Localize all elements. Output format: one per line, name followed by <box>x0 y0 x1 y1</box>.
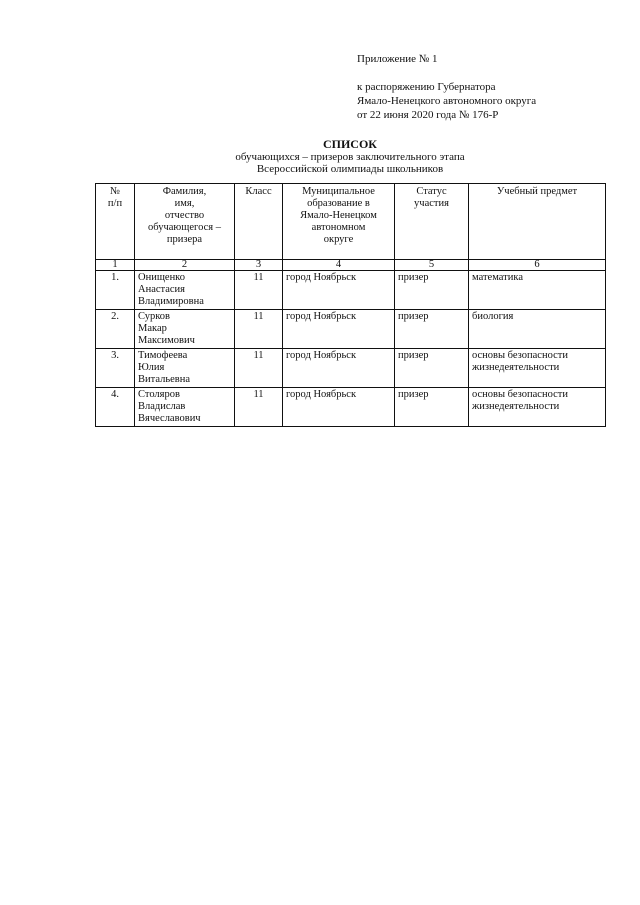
document-subtitle-2: Всероссийской олимпиады школьников <box>256 163 444 175</box>
row-number: 4. <box>96 388 135 427</box>
student-name: Сурков Макар Максимович <box>135 310 235 349</box>
appendix-number: Приложение № 1 <box>357 53 438 65</box>
table-row <box>96 388 606 427</box>
document-title: СПИСОК <box>322 137 378 151</box>
participation-status: призер <box>395 388 469 427</box>
municipality: город Ноябрьск <box>283 271 395 310</box>
table-header-row <box>96 184 606 260</box>
winners-table <box>95 183 606 427</box>
student-class: 11 <box>235 388 283 427</box>
municipality: город Ноябрьск <box>283 349 395 388</box>
participation-status: призер <box>395 271 469 310</box>
appendix-region: Ямало-Ненецкого автономного округа <box>357 95 537 107</box>
column-number: 4 <box>283 260 395 271</box>
column-number: 2 <box>135 260 235 271</box>
participation-status: призер <box>395 310 469 349</box>
table-row <box>96 310 606 349</box>
table-row <box>96 271 606 310</box>
student-name: Тимофеева Юлия Витальевна <box>135 349 235 388</box>
document-heading <box>95 137 605 175</box>
subject: биология <box>469 310 606 349</box>
table-row <box>96 349 606 388</box>
header-name: Фамилия, имя, отчество обучающегося – призера <box>135 184 235 260</box>
student-name: Онищенко Анастасия Владимировна <box>135 271 235 310</box>
student-class: 11 <box>235 349 283 388</box>
row-number: 2. <box>96 310 135 349</box>
subject: основы безопасности жизнедеятельности <box>469 349 606 388</box>
student-class: 11 <box>235 310 283 349</box>
column-number: 5 <box>395 260 469 271</box>
participation-status: призер <box>395 349 469 388</box>
column-number: 3 <box>235 260 283 271</box>
document-subtitle-1: обучающихся – призеров заключительного этапа <box>235 151 465 163</box>
header-status: Статус участия <box>395 184 469 260</box>
subject: математика <box>469 271 606 310</box>
municipality: город Ноябрьск <box>283 310 395 349</box>
appendix-date: от 22 июня 2020 года № 176-Р <box>357 109 499 121</box>
subject: основы безопасности жизнедеятельности <box>469 388 606 427</box>
row-number: 3. <box>96 349 135 388</box>
header-num: № п/п <box>96 184 135 260</box>
student-name: Столяров Владислав Вячеславович <box>135 388 235 427</box>
column-number-row <box>96 260 606 271</box>
header-subject: Учебный предмет <box>469 184 606 260</box>
column-number: 6 <box>469 260 606 271</box>
appendix-note <box>357 52 536 122</box>
appendix-order-ref: к распоряжению Губернатора <box>357 81 496 93</box>
column-number: 1 <box>96 260 135 271</box>
header-class: Класс <box>235 184 283 260</box>
header-municipality: Муниципальное образование в Ямало-Ненецком автономном округе <box>283 184 395 260</box>
municipality: город Ноябрьск <box>283 388 395 427</box>
row-number: 1. <box>96 271 135 310</box>
student-class: 11 <box>235 271 283 310</box>
